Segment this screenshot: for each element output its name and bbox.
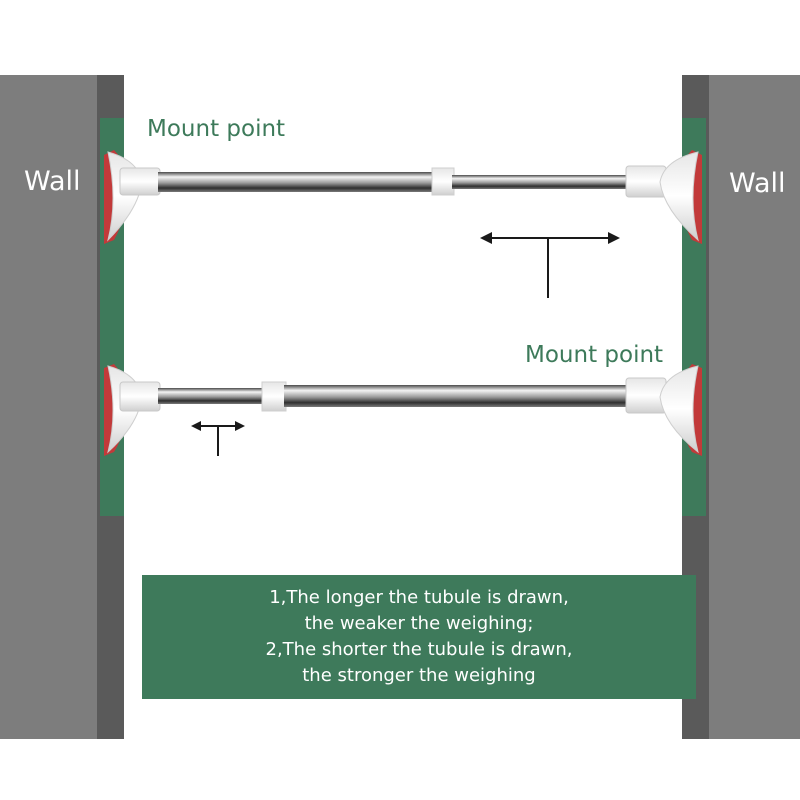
rod-bottom [104,364,702,456]
mount-point-label-top: Mount point [147,116,286,142]
rod-top-left-collar [120,168,160,195]
long-extension-arrow [480,232,620,298]
rod-bottom-outer-tube [284,385,634,407]
note-line-3: 2,The shorter the tubule is drawn, [265,639,573,660]
rod-top-inner-tube [452,175,630,189]
short-extension-arrow [191,421,245,456]
rod-bottom-joint [262,382,286,411]
mount-point-label-bottom: Mount point [525,342,664,368]
note-line-4: the stronger the weighing [302,665,536,686]
rod-bottom-inner-tube [158,388,266,404]
rod-top [104,150,702,244]
note-line-2: the weaker the weighing; [304,613,534,634]
rod-top-joint [432,168,454,195]
note-box [142,575,696,699]
note-line-1: 1,The longer the tubule is drawn, [269,587,569,608]
rod-top-right-cup [660,152,698,240]
wall-label-right: Wall [729,168,786,199]
rod-top-outer-tube [158,172,438,192]
rod-top-left-cup [108,152,142,240]
wall-label-left: Wall [24,166,81,197]
rod-bottom-left-collar [120,382,160,411]
